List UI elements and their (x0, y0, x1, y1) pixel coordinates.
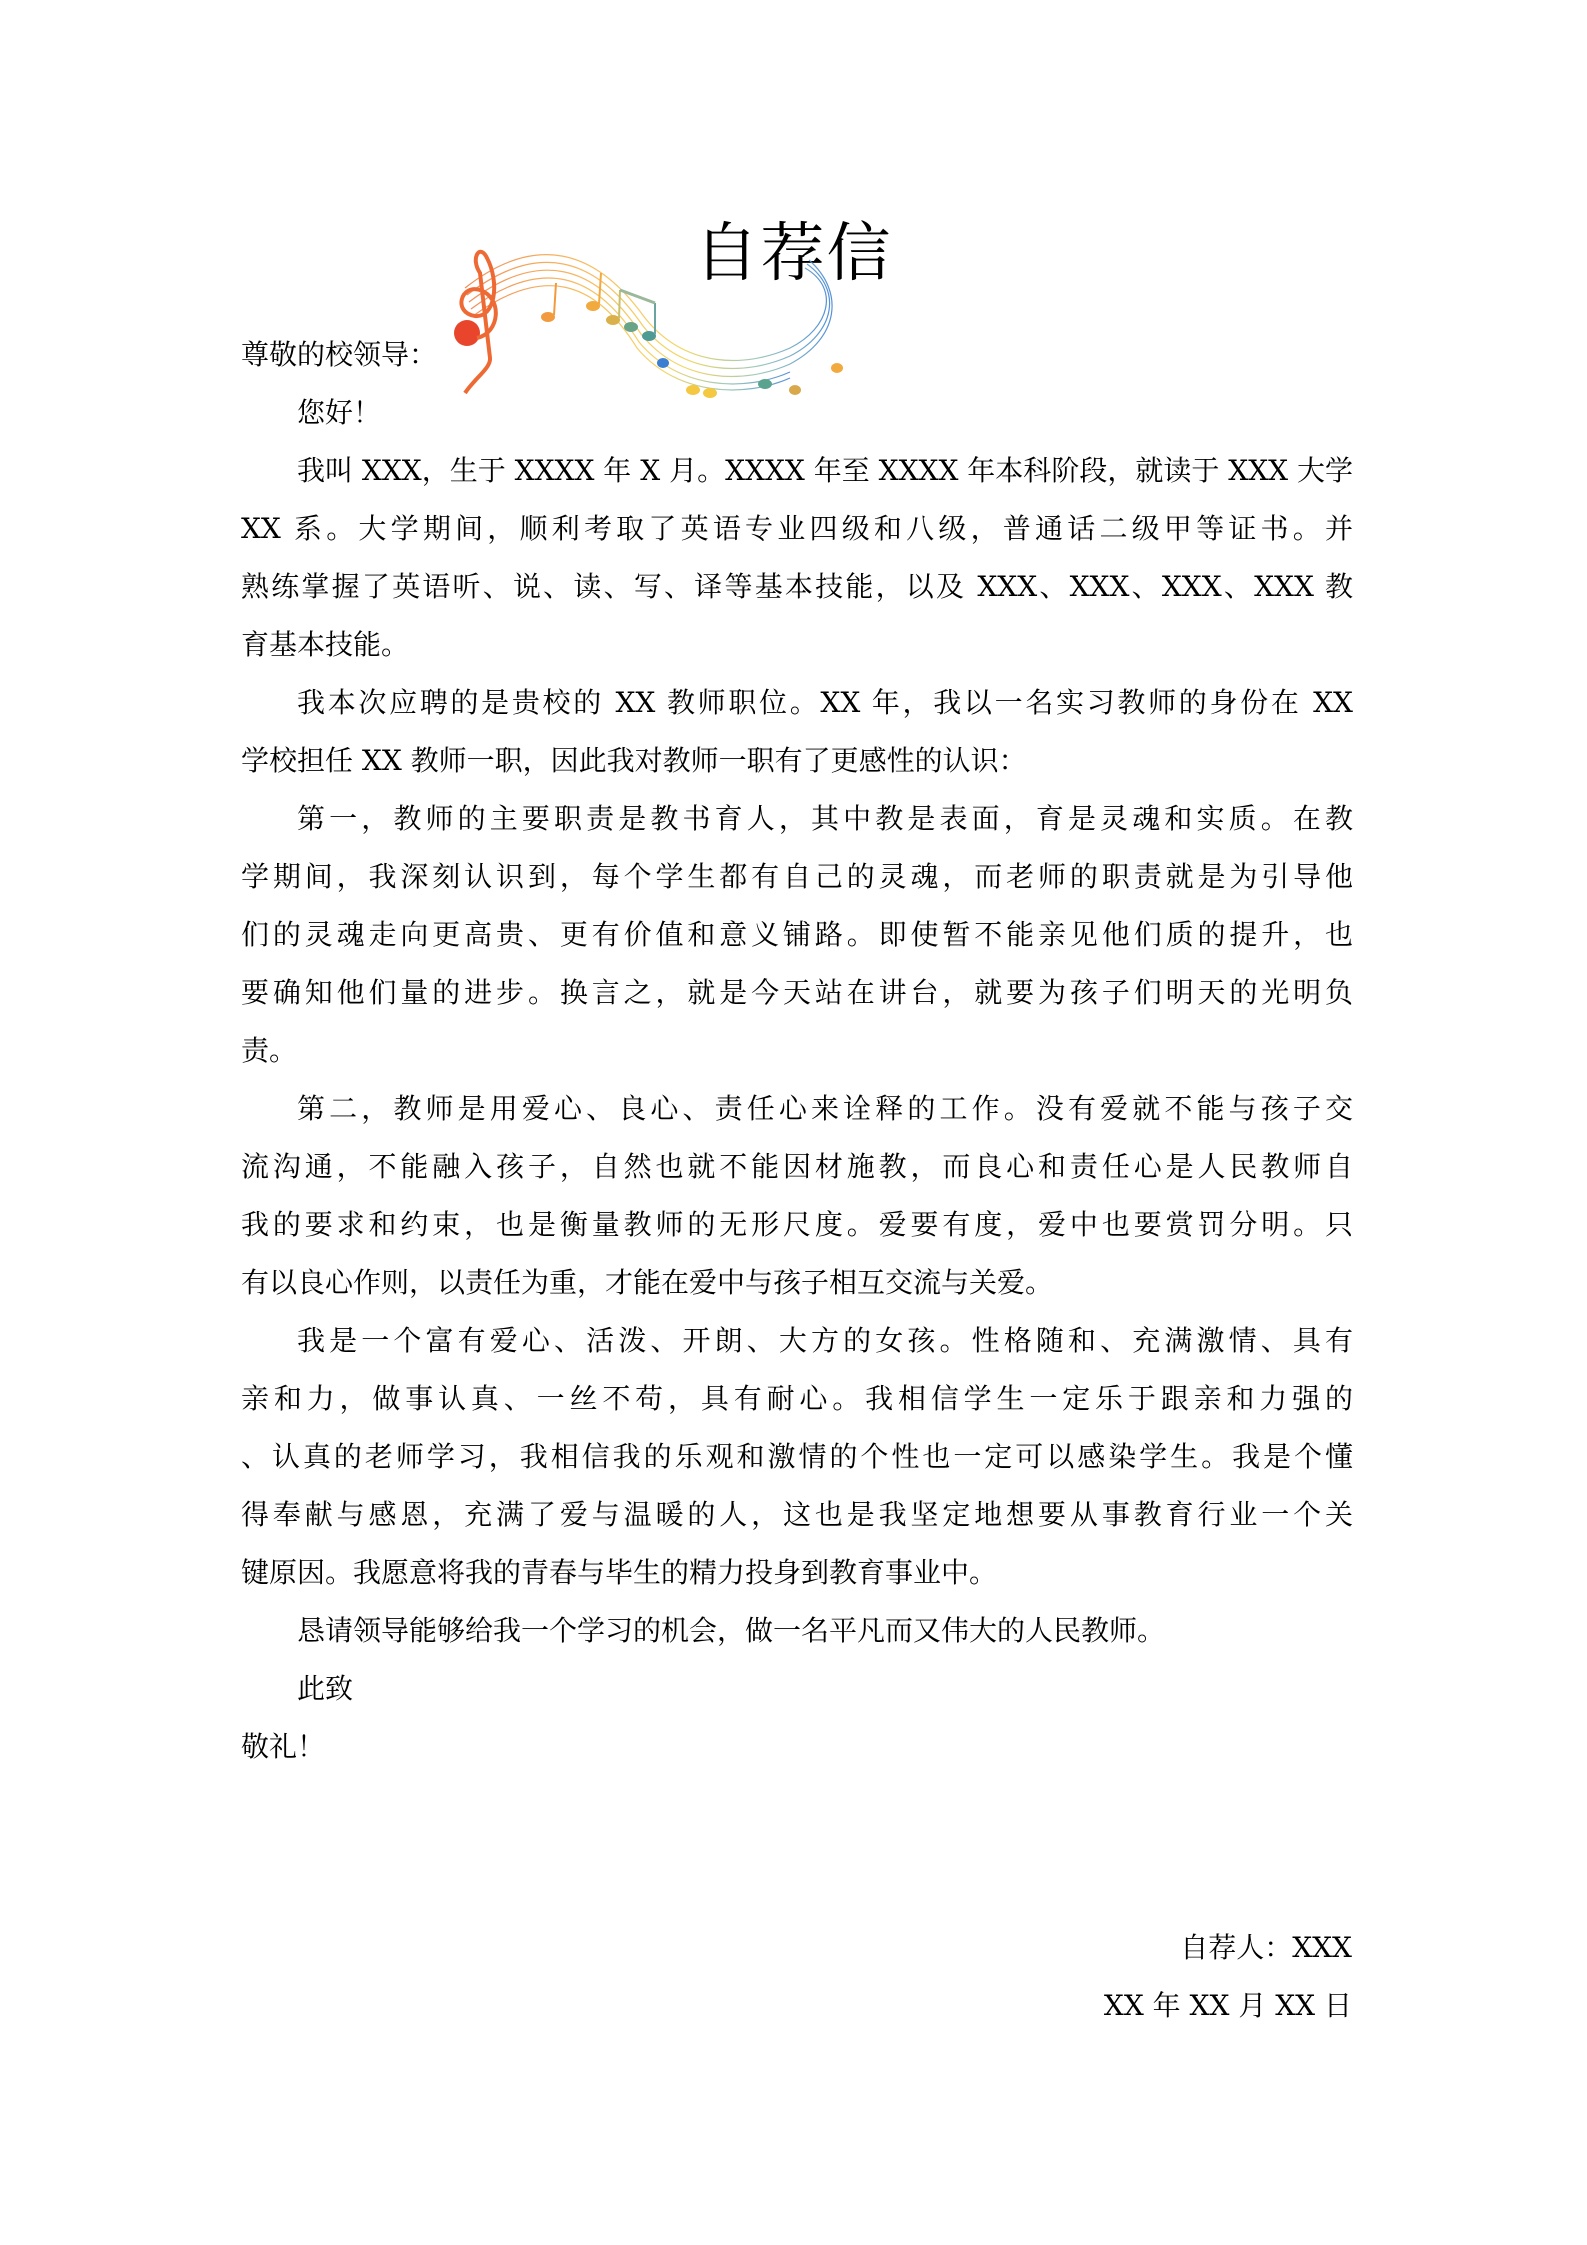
regards: 敬礼！ (241, 1730, 326, 1763)
paragraph-line: 要确知他们量的进步。换言之，就是今天站在讲台，就要为孩子们明天的光明负 (241, 976, 1353, 1009)
salutation: 尊敬的校领导： (241, 338, 438, 371)
paragraph-2 (241, 674, 1353, 790)
paragraph-line: 、认真的老师学习，我相信我的乐观和激情的个性也一定可以感染学生。我是个懂 (241, 1440, 1353, 1473)
paragraph-line: 责。 (241, 1034, 298, 1067)
paragraph-line: 育基本技能。 (241, 628, 410, 661)
paragraph-line: 恳请领导能够给我一个学习的机会，做一名平凡而又伟大的人民教师。 (297, 1614, 1166, 1647)
paragraph-5 (241, 1312, 1353, 1602)
paragraph-line: 键原因。我愿意将我的青春与毕生的精力投身到教育事业中。 (241, 1556, 998, 1589)
paragraph-line: 有以良心作则，以责任为重，才能在爱中与孩子相互交流与关爱。 (241, 1266, 1054, 1299)
letter-body (241, 326, 1353, 1776)
paragraph-line: 学期间，我深刻认识到，每个学生都有自己的灵魂，而老师的职责就是为引导他 (241, 860, 1353, 893)
paragraph-line: XX 系。大学期间，顺利考取了英语专业四级和八级，普通话二级甲等证书。并 (241, 512, 1353, 545)
paragraph-1 (241, 442, 1353, 674)
greeting: 您好！ (297, 396, 382, 429)
paragraph-line: 我是一个富有爱心、活泼、开朗、大方的女孩。性格随和、充满激情、具有 (297, 1324, 1353, 1357)
paragraph-3 (241, 790, 1353, 1080)
closing: 此致 (297, 1672, 354, 1705)
paragraph-line: 第二，教师是用爱心、良心、责任心来诠释的工作。没有爱就不能与孩子交 (297, 1092, 1353, 1125)
paragraph-line: 学校担任 XX 教师一职，因此我对教师一职有了更感性的认识： (241, 744, 1027, 777)
paragraph-line: 得奉献与感恩，充满了爱与温暖的人，这也是我坚定地想要从事教育行业一个关 (241, 1498, 1353, 1531)
signature-name: 自荐人：XXX (1180, 1931, 1352, 1964)
page-title: 自荐信 (694, 217, 893, 291)
paragraph-line: 我本次应聘的是贵校的 XX 教师职位。XX 年，我以一名实习教师的身份在 XX (297, 686, 1353, 719)
paragraph-line: 第一，教师的主要职责是教书育人，其中教是表面，育是灵魂和实质。在教 (297, 802, 1353, 835)
paragraph-line: 熟练掌握了英语听、说、读、写、译等基本技能，以及 XXX、XXX、XXX、XXX 教 (241, 570, 1353, 603)
paragraph-line: 我叫 XXX，生于 XXXX 年 X 月。XXXX 年至 XXXX 年本科阶段，就读于 XXX 大学 (297, 454, 1353, 487)
paragraph-line: 我的要求和约束，也是衡量教师的无形尺度。爱要有度，爱中也要赏罚分明。只 (241, 1208, 1353, 1241)
paragraph-6 (241, 1602, 1353, 1660)
paragraph-line: 流沟通，不能融入孩子，自然也就不能因材施教，而良心和责任心是人民教师自 (241, 1150, 1353, 1183)
paragraph-line: 们的灵魂走向更高贵、更有价值和意义铺路。即使暂不能亲见他们质的提升，也 (241, 918, 1353, 951)
paragraph-4 (241, 1080, 1353, 1312)
paragraph-line: 亲和力，做事认真、一丝不苟，具有耐心。我相信学生一定乐于跟亲和力强的 (241, 1382, 1353, 1415)
signature-date: XX 年 XX 月 XX 日 (1103, 1989, 1352, 2022)
